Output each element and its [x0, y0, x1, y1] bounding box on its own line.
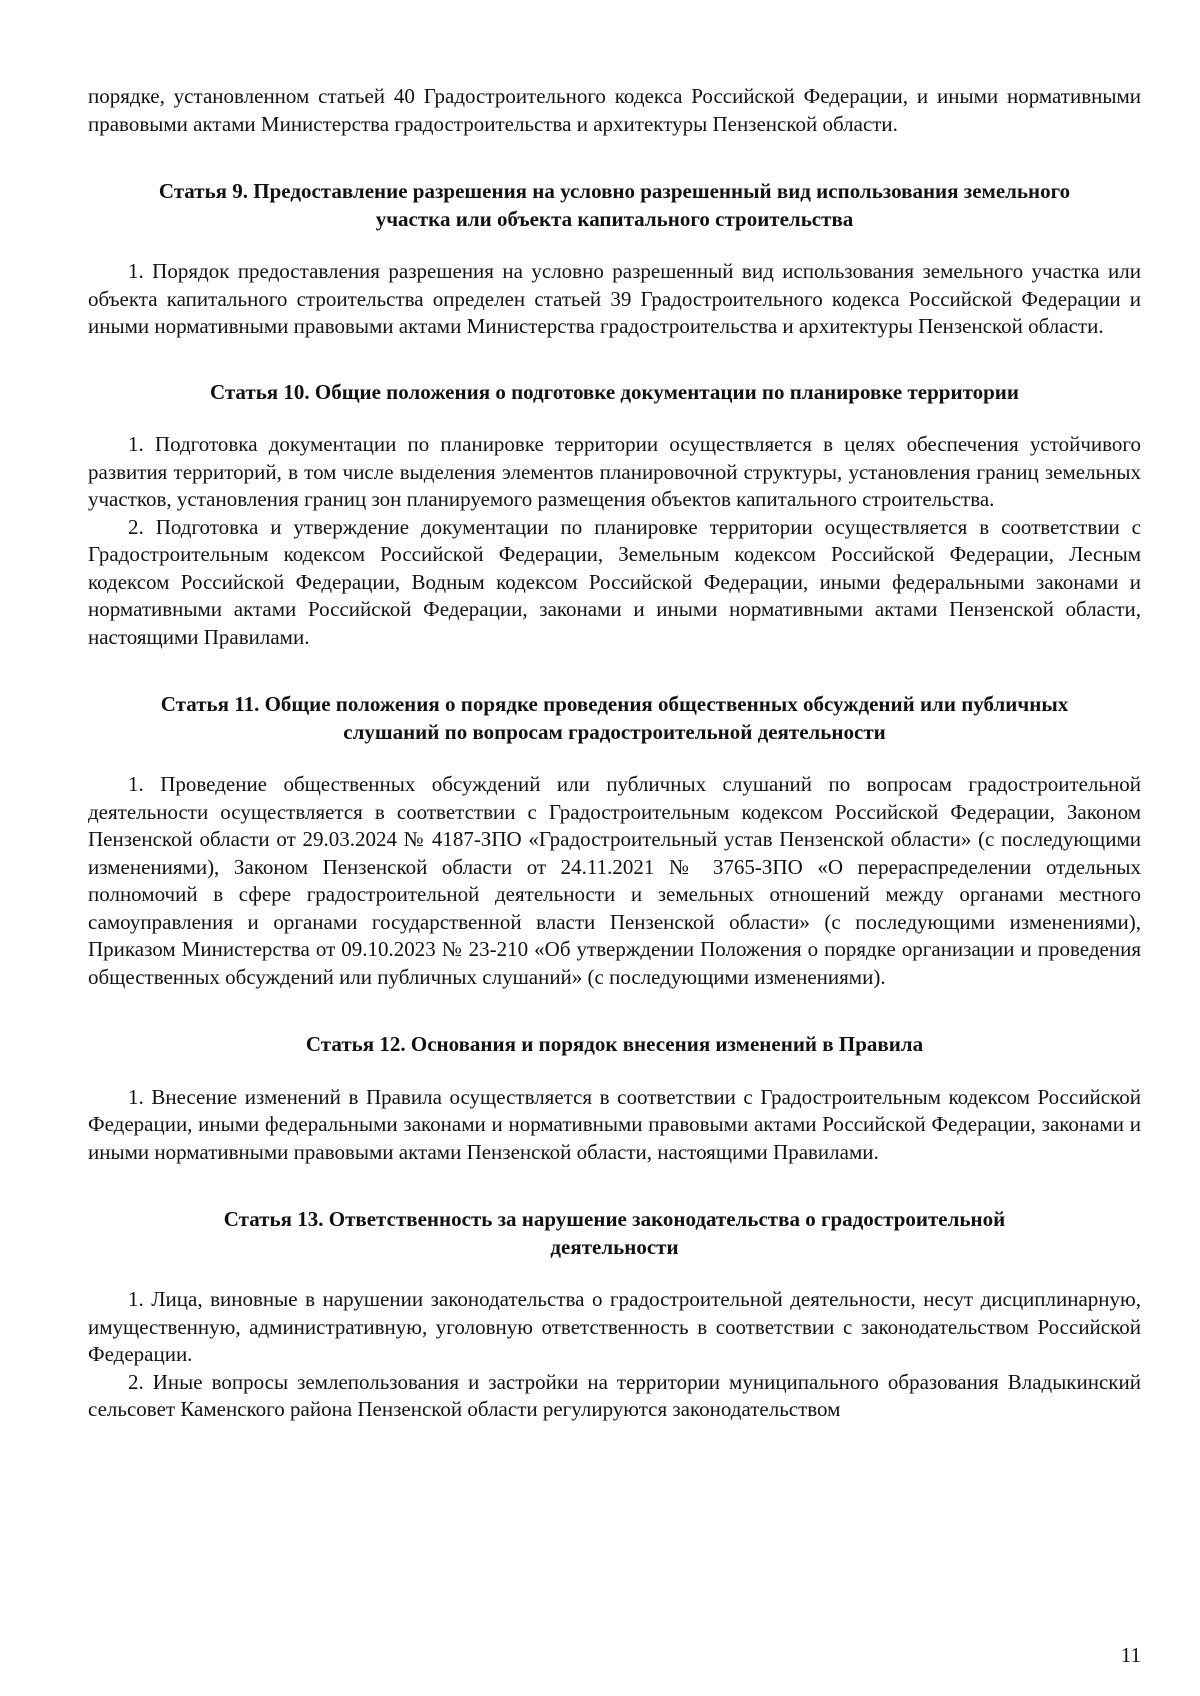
article-13-paragraph-1: 1. Лица, виновные в нарушении законодательства о градостроительной деятельности, несут дисциплинарную, имущественную, административную, уголовную ответственность в соответствии с законодательством Российской Федерации.: [88, 1287, 1141, 1366]
article-9-paragraph-1: 1. Порядок предоставления разрешения на условно разрешенный вид использования земельного участка или объекта капитального строительства определен статьей 39 Градостроительного кодекса Российской Федерации и иными нормативными правовыми актами Министерства градостроительства и архитектуры Пензенской области.: [88, 259, 1141, 338]
article-9-title: Статья 9. Предоставление разрешения на условно разрешенный вид использования земельного участка или объекта капитального строительства: [158, 179, 1071, 231]
article-10-paragraph-2: 2. Подготовка и утверждение документации по планировке территории осуществляется в соответствии с Градостроительным кодексом Российской Федерации, Земельным кодексом Российской Федерации, Лесным кодексом Российской Федерации, Водным кодексом Российской Федерации, иными федеральными законами и нормативными актами Российской Федерации, законами и иными нормативными актами Пензенской области, настоящими Правилами.: [88, 514, 1141, 649]
article-10-paragraph-1: 1. Подготовка документации по планировке территории осуществляется в целях обеспечения устойчивого развития территорий, в том числе выделения элементов планировочной структуры, установления границ земельных участков, установления границ зон планируемого размещения объектов капитального строительства.: [88, 432, 1141, 511]
article-12: [88, 1031, 1141, 1166]
article-13-paragraph-2: 2. Иные вопросы землепользования и застройки на территории муниципального образования Владыкинский сельсовет Каменского района Пензенской области регулируются законодательством: [88, 1369, 1141, 1421]
article-11-paragraph-1: 1. Проведение общественных обсуждений или публичных слушаний по вопросам градостроительной деятельности осуществляется в соответствии с Градостроительным кодексом Российской Федерации, Законом Пензенской области от 29.03.2024 № 4187-ЗПО «Градостроительный устав Пензенской области» (с последующими изменениями), Законом Пензенской области от 24.11.2021 № 3765-ЗПО «О перераспределении отдельных полномочий в сфере градостроительной деятельности и земельных отношений между органами местного самоуправления и органами государственной власти Пензенской области» (с последующими изменениями), Приказом Министерства от 09.10.2023 № 23-210 «Об утверждении Положения о порядке организации и проведения общественных обсуждений или публичных слушаний» (с последующими изменениями).: [88, 772, 1141, 989]
article-10-title: Статья 10. Общие положения о подготовке документации по планировке территории: [209, 379, 1020, 404]
article-13-title: Статья 13. Ответственность за нарушение законодательства о градостроительной деятельности: [223, 1207, 1006, 1259]
document-body: [88, 83, 1141, 1424]
article-9: [88, 178, 1141, 341]
page-number: 11: [1120, 1643, 1141, 1667]
intro-paragraph: порядке, установленном статьей 40 Градостроительного кодекса Российской Федерации, и иными нормативными правовыми актами Министерства градостроительства и архитектуры Пензенской области.: [88, 84, 1141, 136]
article-11: [88, 691, 1141, 991]
article-13: [88, 1206, 1141, 1424]
article-11-title: Статья 11. Общие положения о порядке проведения общественных обсуждений или публичных слушаний по вопросам градостроительной деятельности: [160, 692, 1069, 744]
article-12-paragraph-1: 1. Внесение изменений в Правила осуществляется в соответствии с Градостроительным кодексом Российской Федерации, иными федеральными законами и нормативными правовыми актами Российской Федерации, законами и иными нормативными правовыми актами Пензенской области, настоящими Правилами.: [88, 1084, 1141, 1164]
article-10: [88, 379, 1141, 652]
article-12-title: Статья 12. Основания и порядок внесения изменений в Правила: [305, 1032, 924, 1056]
